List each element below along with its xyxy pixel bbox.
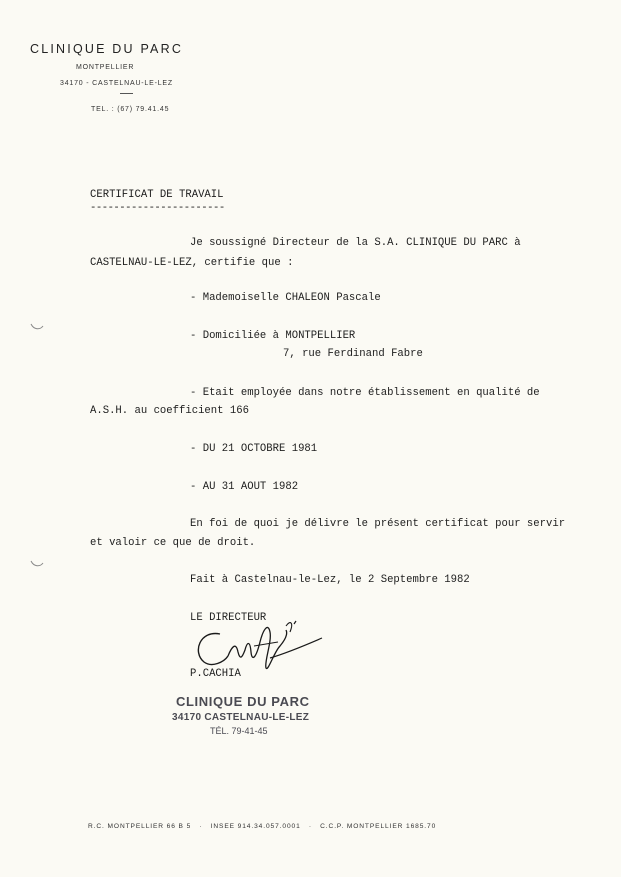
letterhead-name: CLINIQUE DU PARC — [30, 42, 184, 56]
item-employed-line1: - Etait employée dans notre établissement en qualité de — [190, 387, 540, 399]
punch-hole-mark — [30, 323, 44, 331]
stamp-address: 34170 CASTELNAU-LE-LEZ — [172, 712, 310, 723]
item-domicile: - Domiciliée à MONTPELLIER — [190, 330, 356, 342]
punch-hole-mark — [30, 560, 44, 568]
signatory-name: P.CACHIA — [190, 668, 241, 680]
item-street: 7, rue Ferdinand Fabre — [283, 348, 423, 360]
stamp-name: CLINIQUE DU PARC — [176, 694, 310, 709]
letterhead-phone: TEL. : (67) 79.41.45 — [91, 106, 170, 113]
closing-line1: En foi de quoi je délivre le présent certificat pour servir — [190, 518, 566, 530]
para1-line1: Je soussigné Directeur de la S.A. CLINIQUE DU PARC à — [190, 237, 521, 249]
item-to-date: - AU 31 AOUT 1982 — [190, 481, 299, 493]
letterhead-divider — [120, 93, 133, 94]
closing-line2: et valoir ce que de droit. — [90, 537, 256, 549]
letterhead-address: 34170 - CASTELNAU-LE-LEZ — [60, 80, 173, 87]
signatory-title: LE DIRECTEUR — [190, 612, 267, 624]
stamp-phone: TÉL. 79-41-45 — [210, 726, 268, 736]
place-and-date: Fait à Castelnau-le-Lez, le 2 Septembre 1982 — [190, 574, 470, 586]
certificate-title-underline: ----------------------- — [90, 202, 225, 214]
footer-registration: R.C. MONTPELLIER 66 B 5 · INSEE 914.34.057.0001 · C.C.P. MONTPELLIER 1685.70 — [88, 823, 437, 830]
item-from-date: - DU 21 OCTOBRE 1981 — [190, 443, 318, 455]
letterhead-city: MONTPELLIER — [76, 64, 135, 71]
item-employed-line2: A.S.H. au coefficient 166 — [90, 405, 249, 417]
para1-line2: CASTELNAU-LE-LEZ, certifie que : — [90, 257, 294, 269]
certificate-title: CERTIFICAT DE TRAVAIL — [90, 189, 224, 201]
item-name: - Mademoiselle CHALEON Pascale — [190, 292, 381, 304]
